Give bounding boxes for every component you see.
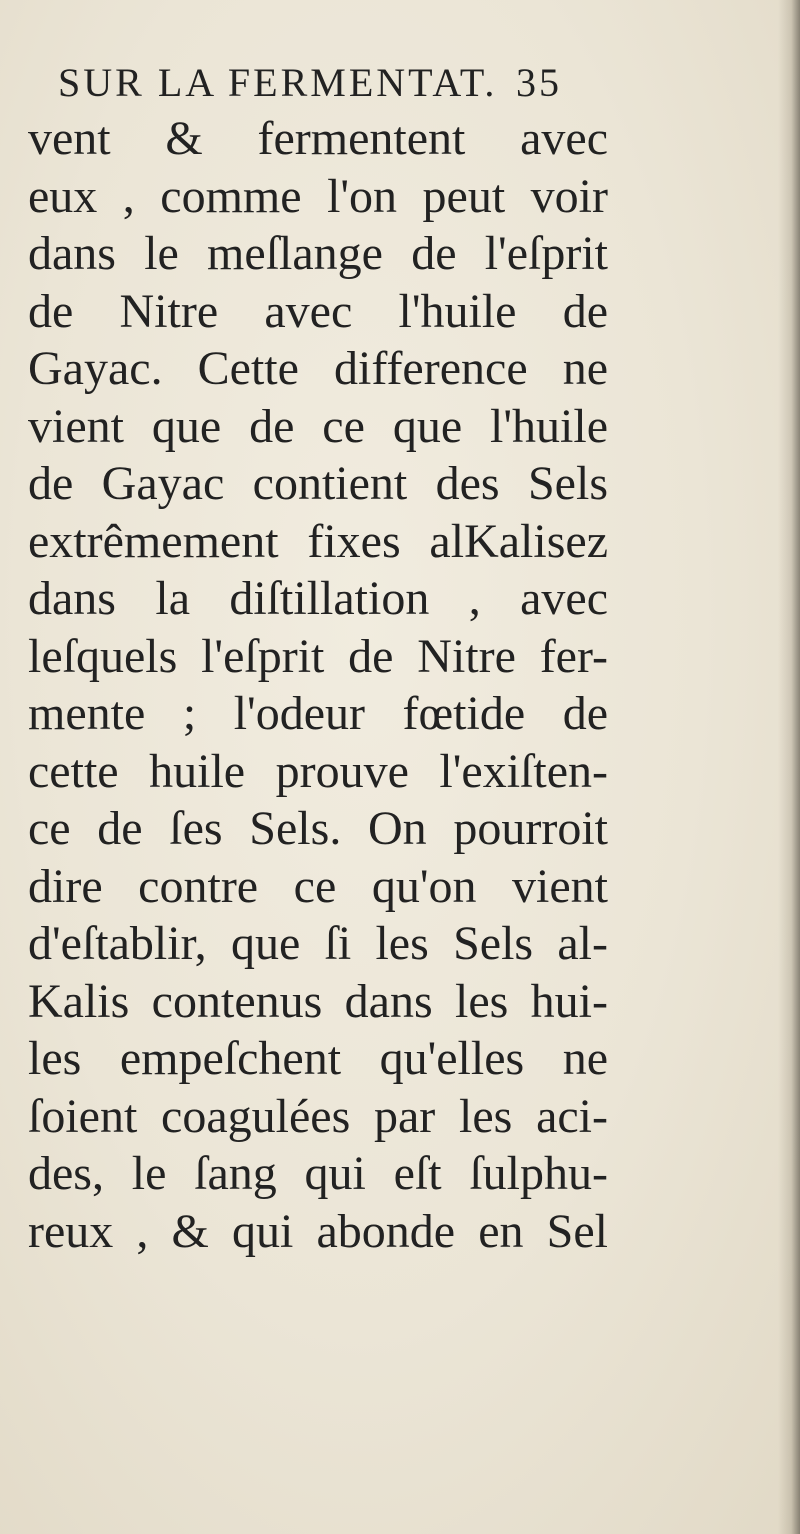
text-line: de Gayac contient des Sels	[28, 457, 608, 510]
text-line: vent & fermentent avec	[28, 112, 608, 165]
text-line: de Nitre avec l'huile de	[28, 284, 608, 338]
text-line: Kalis contenus dans les hui-	[28, 974, 608, 1028]
text-line: d'eſtablir, que ſi les Sels al-	[28, 917, 608, 970]
text-line: dire contre ce qu'on vient	[28, 859, 608, 913]
text-line: ſoient coagulées par les aci-	[28, 1089, 608, 1143]
text-line: cette huile prouve l'exiſten-	[28, 744, 608, 798]
text-line: dans le meſlange de l'eſprit	[28, 227, 608, 280]
body-text	[28, 110, 608, 1260]
text-line: des, le ſang qui eſt ſulphu-	[28, 1147, 608, 1200]
page-edge-shadow	[778, 0, 800, 1534]
text-line: ce de ſes Sels. On pourroit	[28, 802, 608, 855]
text-line: extrêmement fixes alKalisez	[28, 514, 608, 568]
text-line: les empeſchent qu'elles ne	[28, 1032, 608, 1085]
running-head-title: SUR LA FERMENTAT.	[58, 60, 498, 105]
text-line: eux , comme l'on peut voir	[28, 169, 608, 223]
text-line: Gayac. Cette difference ne	[28, 342, 608, 395]
text-line: dans la diſtillation , avec	[28, 572, 608, 625]
running-head	[58, 58, 598, 108]
text-line: reux , & qui abonde en Sel	[28, 1204, 608, 1258]
text-line: mente ; l'odeur fœtide de	[28, 687, 608, 740]
text-line: leſquels l'eſprit de Nitre fer-	[28, 629, 608, 683]
text-line: vient que de ce que l'huile	[28, 399, 608, 453]
page-number: 35	[516, 60, 562, 105]
